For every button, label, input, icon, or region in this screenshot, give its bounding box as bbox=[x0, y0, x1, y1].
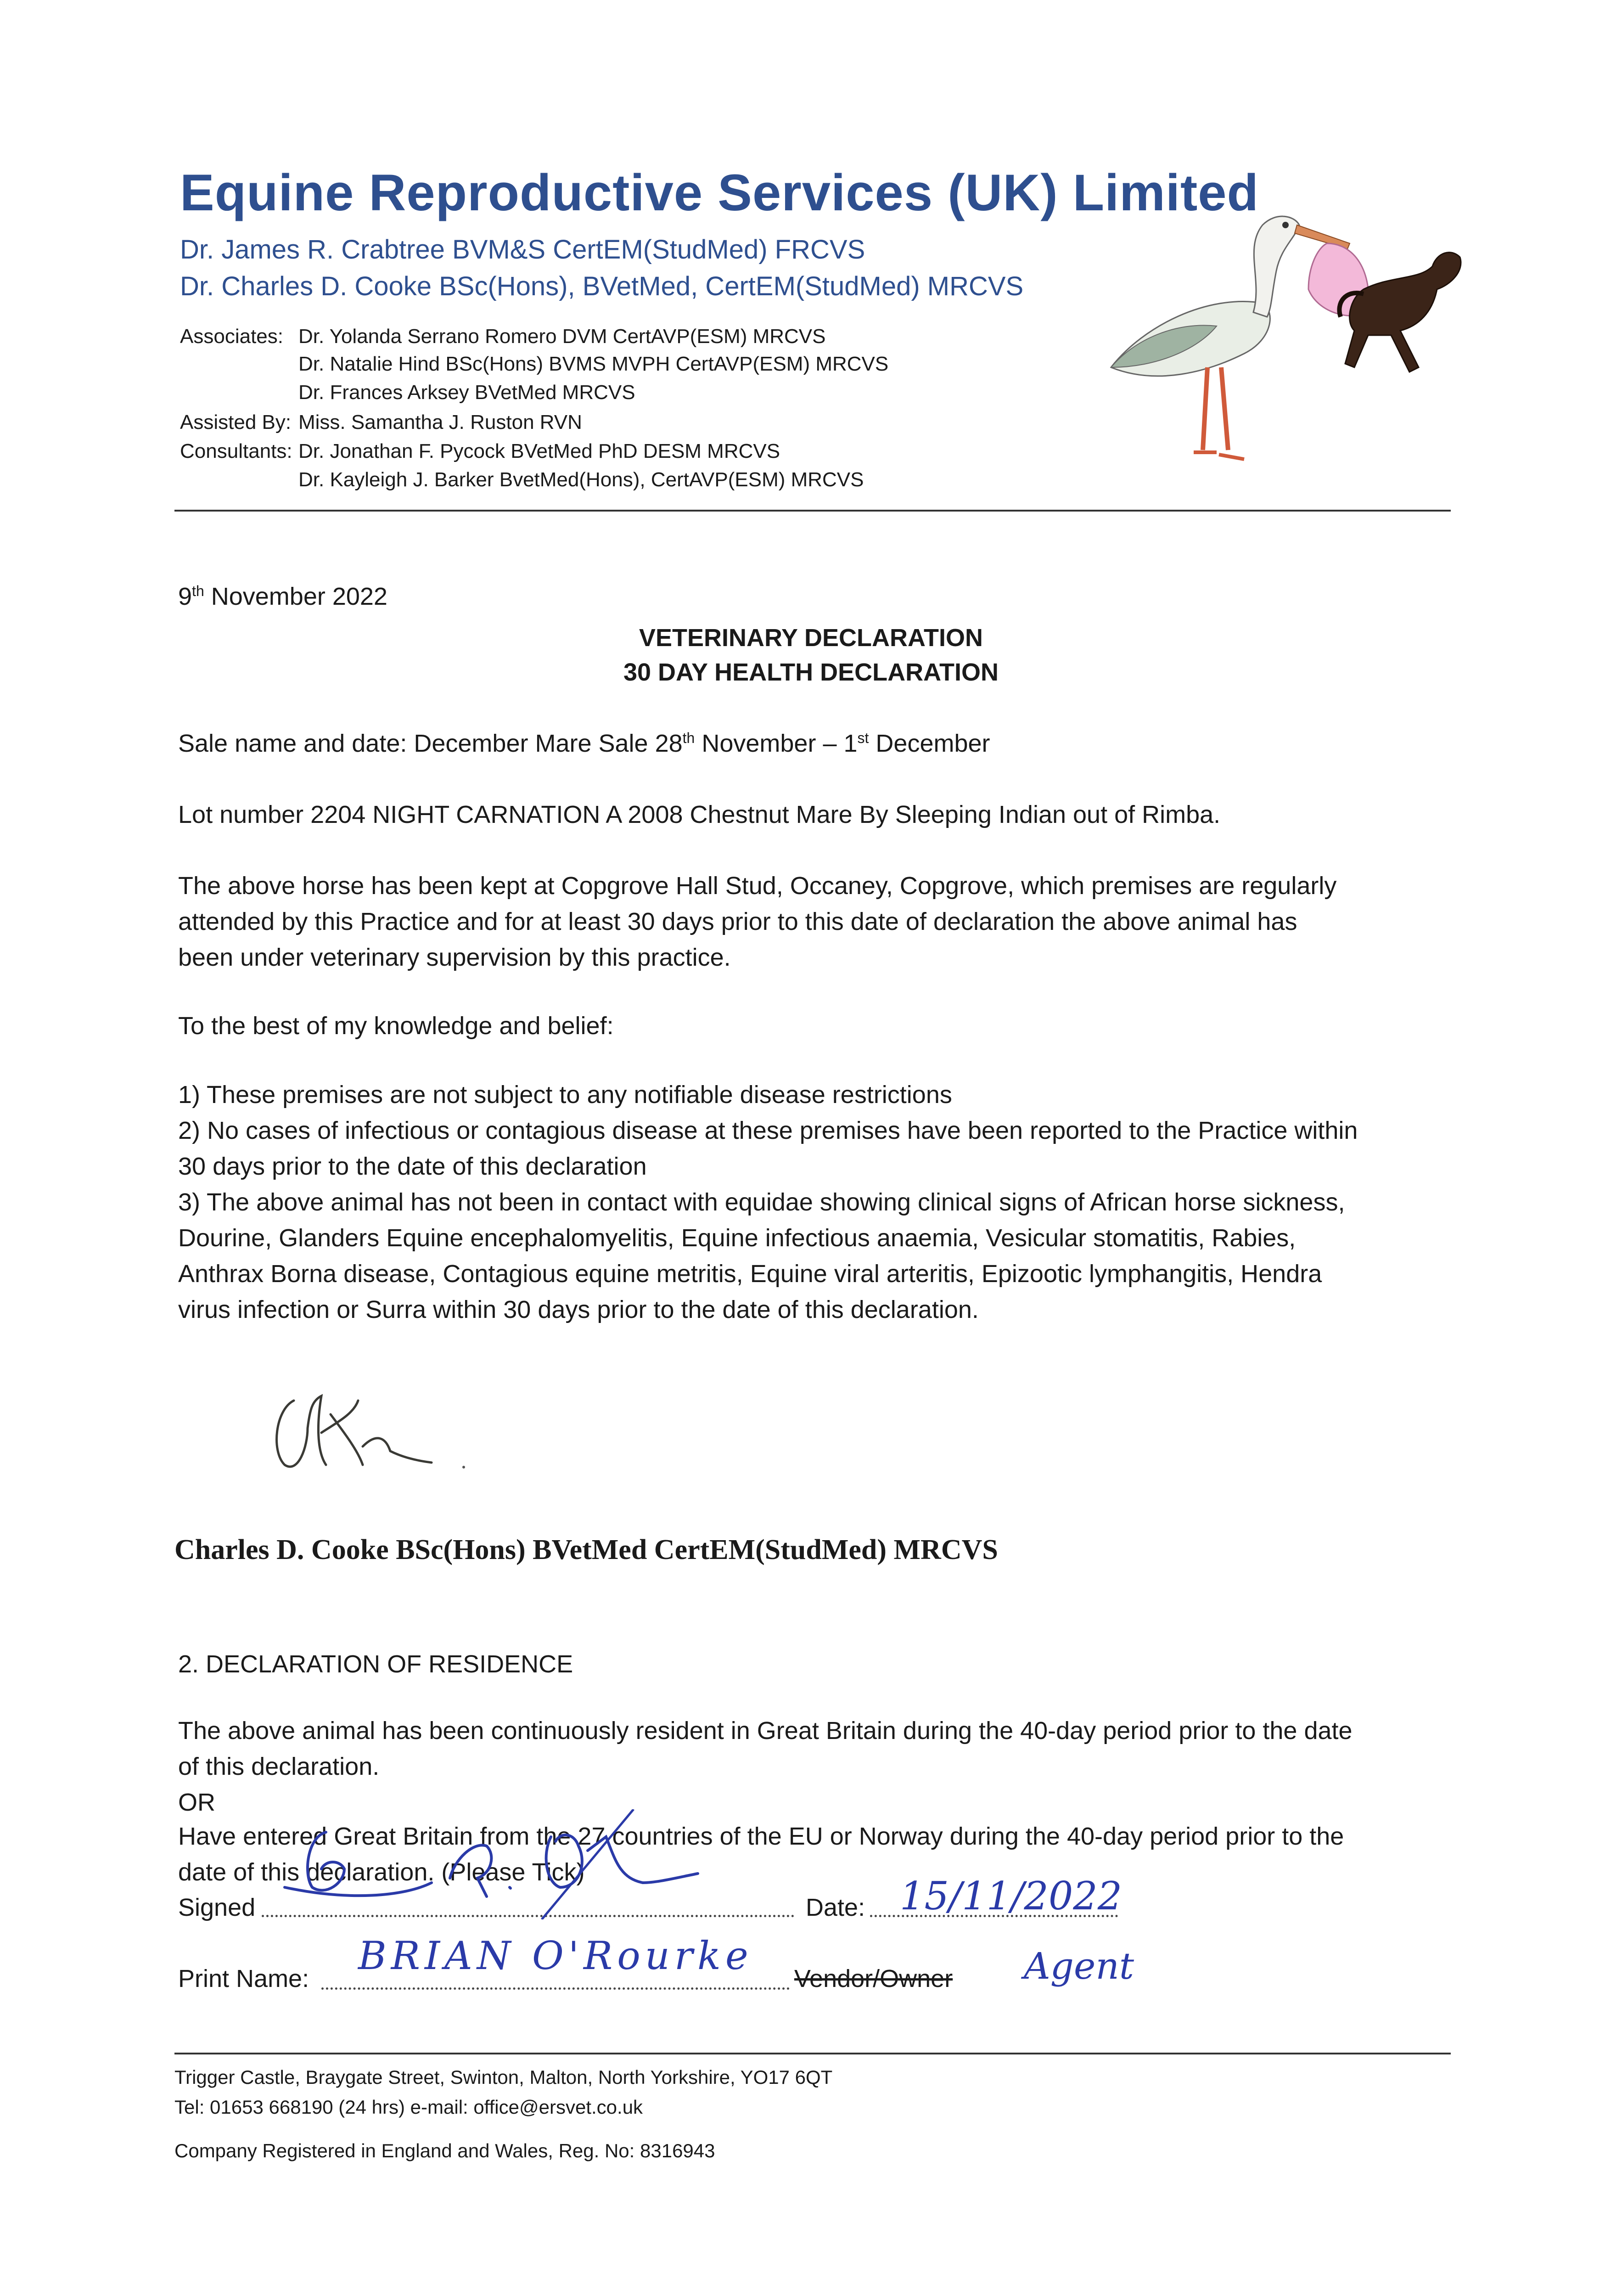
point-line-3: 30 days prior to the date of this declaration bbox=[178, 1153, 647, 1180]
vendor-owner-struck: Vendor/Owner bbox=[794, 1965, 953, 1992]
footer-contact: Tel: 01653 668190 (24 hrs) e-mail: office@ersvet.co.uk bbox=[174, 2096, 643, 2118]
signed-label: Signed bbox=[178, 1894, 256, 1921]
point-line-4: 3) The above animal has not been in contact with equidae showing clinical signs of African horse sickness, bbox=[178, 1188, 1345, 1216]
point-line-6: Anthrax Borna disease, Contagious equine metritis, Equine viral arteritis, Epizootic lymphangitis, Hendra bbox=[178, 1260, 1322, 1288]
agent-signature bbox=[257, 1809, 744, 1919]
print-name-label: Print Name: bbox=[178, 1965, 309, 1992]
footer-registration: Company Registered in England and Wales, Reg. No: 8316943 bbox=[174, 2140, 715, 2161]
point-line-7: virus infection or Surra within 30 days prior to the date of this declaration. bbox=[178, 1296, 979, 1323]
assisted-label: Assisted By: bbox=[180, 411, 292, 433]
point-line-1: 1) These premises are not subject to any notifiable disease restrictions bbox=[178, 1081, 952, 1109]
premises-line-2: attended by this Practice and for at least 30 days prior to this date of declaration the above animal has bbox=[178, 908, 1297, 935]
print-name-handwritten: BRIAN O'Rourke bbox=[358, 1933, 753, 1978]
premises-line-1: The above horse has been kept at Copgrove Hall Stud, Occaney, Copgrove, which premises are regularly bbox=[178, 872, 1337, 900]
doctor-2: Dr. Charles D. Cooke BSc(Hons), BVetMed, CertEM(StudMed) MRCVS bbox=[180, 271, 1024, 301]
residence-heading: 2. DECLARATION OF RESIDENCE bbox=[178, 1650, 573, 1678]
associate-1: Dr. Yolanda Serrano Romero DVM CertAVP(ESM) MRCVS bbox=[298, 325, 826, 348]
header-divider bbox=[174, 510, 1451, 512]
role-handwritten: Agent bbox=[1024, 1945, 1134, 1987]
lot-details: Lot number 2204 NIGHT CARNATION A 2008 Chestnut Mare By Sleeping Indian out of Rimba. bbox=[178, 801, 1221, 828]
company-name: Equine Reproductive Services (UK) Limited bbox=[180, 164, 1259, 221]
title-veterinary-declaration: VETERINARY DECLARATION bbox=[639, 624, 983, 652]
consultant-1: Dr. Jonathan F. Pycock BVetMed PhD DESM MRCVS bbox=[298, 440, 780, 462]
sale-details: Sale name and date: December Mare Sale 28th November – 1st December bbox=[178, 730, 990, 757]
residence-line-1: The above animal has been continuously resident in Great Britain during the 40-day period prior to the date bbox=[178, 1717, 1353, 1745]
point-line-5: Dourine, Glanders Equine encephalomyelitis, Equine infectious anaemia, Vesicular stomatitis, Rabies, bbox=[178, 1224, 1296, 1252]
date-handwritten: 15/11/2022 bbox=[900, 1874, 1122, 1919]
associate-3: Dr. Frances Arksey BVetMed MRCVS bbox=[298, 381, 635, 404]
title-health-declaration: 30 DAY HEALTH DECLARATION bbox=[623, 658, 999, 686]
letter-date: 9th November 2022 bbox=[178, 583, 387, 610]
footer-divider bbox=[174, 2053, 1451, 2054]
associate-2: Dr. Natalie Hind BSc(Hons) BVMS MVPH CertAVP(ESM) MRCVS bbox=[298, 353, 889, 375]
residence-line-2: of this declaration. bbox=[178, 1753, 380, 1780]
premises-line-3: been under veterinary supervision by this practice. bbox=[178, 944, 731, 971]
print-name-line[interactable] bbox=[321, 1983, 790, 1990]
vet-signature bbox=[266, 1382, 477, 1483]
point-line-2: 2) No cases of infectious or contagious disease at these premises have been reported to the Practice within bbox=[178, 1117, 1358, 1144]
associates-label: Associates: bbox=[180, 325, 283, 348]
consultants-label: Consultants: bbox=[180, 440, 292, 462]
footer-address: Trigger Castle, Braygate Street, Swinton, Malton, North Yorkshire, YO17 6QT bbox=[174, 2066, 833, 2088]
vet-printed-name: Charles D. Cooke BSc(Hons) BVetMed CertEM(StudMed) MRCVS bbox=[174, 1534, 998, 1565]
date-label: Date: bbox=[806, 1894, 865, 1921]
assistant: Miss. Samantha J. Ruston RVN bbox=[298, 411, 582, 433]
doctor-1: Dr. James R. Crabtree BVM&S CertEM(StudMed) FRCVS bbox=[180, 235, 865, 264]
residence-or: OR bbox=[178, 1789, 215, 1816]
belief-line: To the best of my knowledge and belief: bbox=[178, 1012, 614, 1040]
residence-line-3: Have entered Great Britain from the 27 countries of the EU or Norway during the 40-day period prior to the bbox=[178, 1823, 1344, 1850]
residence-line-4: date of this declaration. (Please Tick) bbox=[178, 1858, 585, 1886]
stork-horse-logo bbox=[1070, 174, 1474, 478]
consultant-2: Dr. Kayleigh J. Barker BvetMed(Hons), CertAVP(ESM) MRCVS bbox=[298, 468, 864, 491]
